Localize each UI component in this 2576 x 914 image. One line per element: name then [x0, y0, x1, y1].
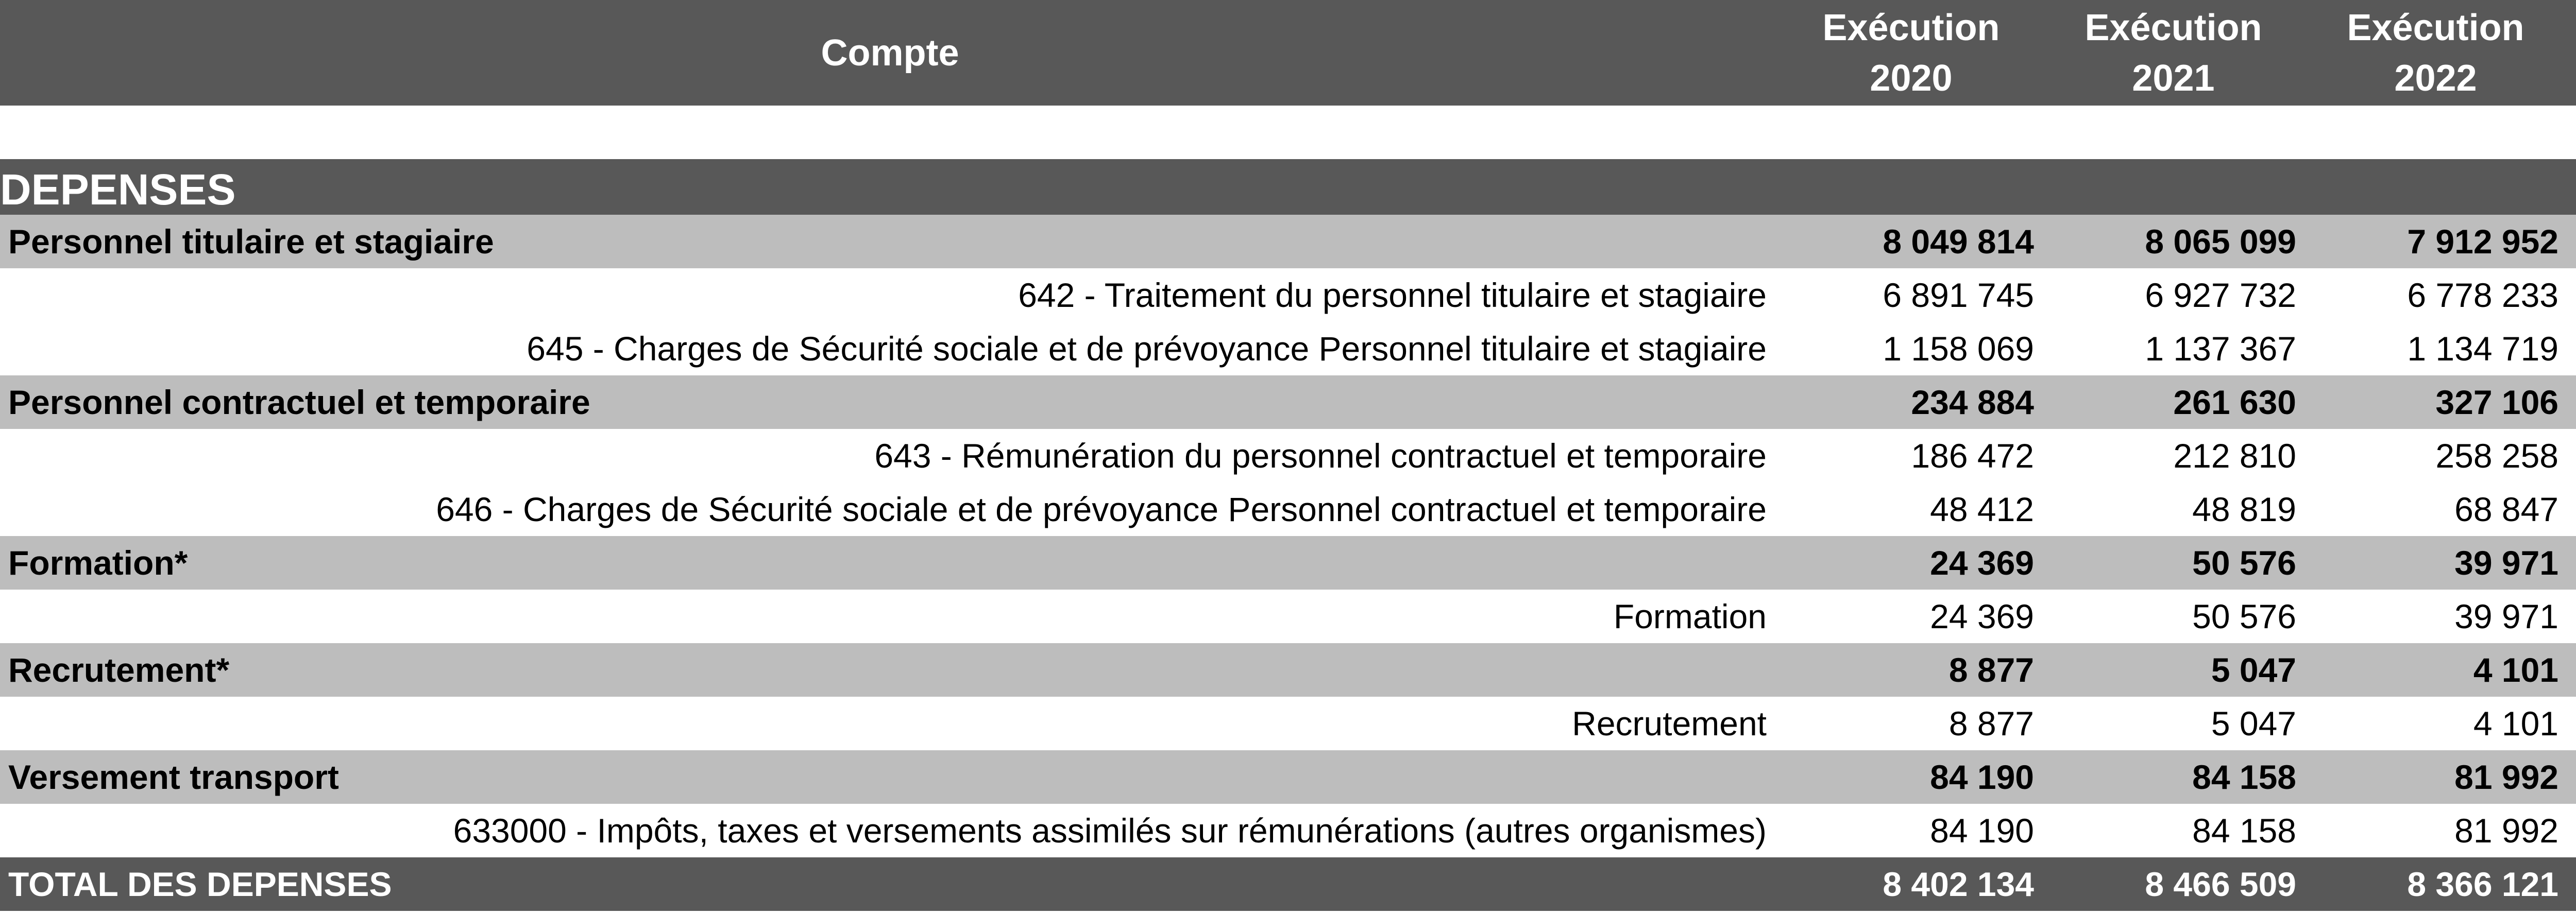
value-cell: 24 369 — [1780, 590, 2042, 643]
row-label: Personnel titulaire et stagiaire — [0, 215, 1780, 268]
value-cell: 8 402 134 — [1780, 857, 2042, 911]
value-cell: 8 366 121 — [2304, 857, 2567, 911]
detail-row — [0, 268, 2576, 322]
value-cell: 68 847 — [2304, 482, 2567, 536]
value-cell: 84 190 — [1780, 750, 2042, 804]
value-cell: 84 158 — [2042, 804, 2304, 857]
value-cell: 81 992 — [2304, 750, 2567, 804]
value-cell — [2567, 429, 2576, 482]
value-cell — [2567, 590, 2576, 643]
value-cell: 1 158 069 — [1780, 322, 2042, 375]
detail-row — [0, 804, 2576, 857]
group-row — [0, 536, 2576, 590]
row-label: Formation* — [0, 536, 1780, 590]
value-cell: 24 369 — [1780, 536, 2042, 590]
detail-row — [0, 697, 2576, 750]
value-cell — [2567, 482, 2576, 536]
value-cell: 8 466 509 — [2042, 857, 2304, 911]
header-row — [0, 0, 2576, 106]
detail-row — [0, 429, 2576, 482]
detail-row — [0, 482, 2576, 536]
value-cell: 50 576 — [2042, 536, 2304, 590]
value-cell: 81 992 — [2304, 804, 2567, 857]
value-cell — [2567, 536, 2576, 590]
value-cell — [2567, 322, 2576, 375]
value-cell — [2567, 215, 2576, 268]
value-cell: 186 472 — [1780, 429, 2042, 482]
value-cell: 234 884 — [1780, 375, 2042, 429]
value-cell: 1 134 719 — [2304, 322, 2567, 375]
row-label: 646 - Charges de Sécurité sociale et de prévoyance Personnel contractuel et temporaire — [0, 482, 1780, 536]
row-label: Versement transport — [0, 750, 1780, 804]
row-label: 645 - Charges de Sécurité sociale et de prévoyance Personnel titulaire et stagiaire — [0, 322, 1780, 375]
value-cell: 5 047 — [2042, 643, 2304, 697]
value-cell — [2567, 804, 2576, 857]
value-cell: 5 047 — [2042, 697, 2304, 750]
value-cell — [2567, 268, 2576, 322]
total-row — [0, 857, 2576, 911]
value-cell: 84 190 — [1780, 804, 2042, 857]
value-cell — [2567, 697, 2576, 750]
value-cell — [2567, 750, 2576, 804]
value-cell: 6 778 233 — [2304, 268, 2567, 322]
value-cell: 8 877 — [1780, 643, 2042, 697]
header-year-2021: Exécution 2021 — [2042, 0, 2304, 106]
spacer-row — [0, 106, 2576, 159]
value-cell: 261 630 — [2042, 375, 2304, 429]
value-cell — [2567, 375, 2576, 429]
header-year-2022: Exécution 2022 — [2304, 0, 2567, 106]
value-cell: 6 891 745 — [1780, 268, 2042, 322]
header-year-2020: Exécution 2020 — [1780, 0, 2042, 106]
value-cell: 7 912 952 — [2304, 215, 2567, 268]
group-row — [0, 215, 2576, 268]
header-compte: Compte — [0, 0, 1780, 106]
group-row — [0, 750, 2576, 804]
value-cell: 8 049 814 — [1780, 215, 2042, 268]
row-label: Recrutement — [0, 697, 1780, 750]
row-label: Personnel contractuel et temporaire — [0, 375, 1780, 429]
value-cell: 4 101 — [2304, 643, 2567, 697]
group-row — [0, 375, 2576, 429]
group-row — [0, 643, 2576, 697]
value-cell: 39 971 — [2304, 590, 2567, 643]
value-cell: 8 065 099 — [2042, 215, 2304, 268]
value-cell — [2567, 643, 2576, 697]
value-cell: 258 258 — [2304, 429, 2567, 482]
value-cell: 39 971 — [2304, 536, 2567, 590]
detail-row — [0, 322, 2576, 375]
value-cell: 327 106 — [2304, 375, 2567, 429]
value-cell: 6 927 732 — [2042, 268, 2304, 322]
value-cell: 48 819 — [2042, 482, 2304, 536]
section-row — [0, 159, 2576, 215]
row-label: 642 - Traitement du personnel titulaire et stagiaire — [0, 268, 1780, 322]
detail-row — [0, 590, 2576, 643]
row-label: 643 - Rémunération du personnel contractuel et temporaire — [0, 429, 1780, 482]
value-cell: 84 158 — [2042, 750, 2304, 804]
row-label: Formation — [0, 590, 1780, 643]
value-cell: 1 137 367 — [2042, 322, 2304, 375]
row-label: TOTAL DES DEPENSES — [0, 857, 1780, 911]
header-year-2023 — [2567, 0, 2576, 106]
value-cell: 212 810 — [2042, 429, 2304, 482]
row-label: Recrutement* — [0, 643, 1780, 697]
value-cell: 8 877 — [1780, 697, 2042, 750]
value-cell: 48 412 — [1780, 482, 2042, 536]
value-cell — [2567, 857, 2576, 911]
row-label: 633000 - Impôts, taxes et versements assimilés sur rémunérations (autres organismes) — [0, 804, 1780, 857]
value-cell: 4 101 — [2304, 697, 2567, 750]
value-cell: 50 576 — [2042, 590, 2304, 643]
section-title: DEPENSES — [0, 159, 2576, 215]
